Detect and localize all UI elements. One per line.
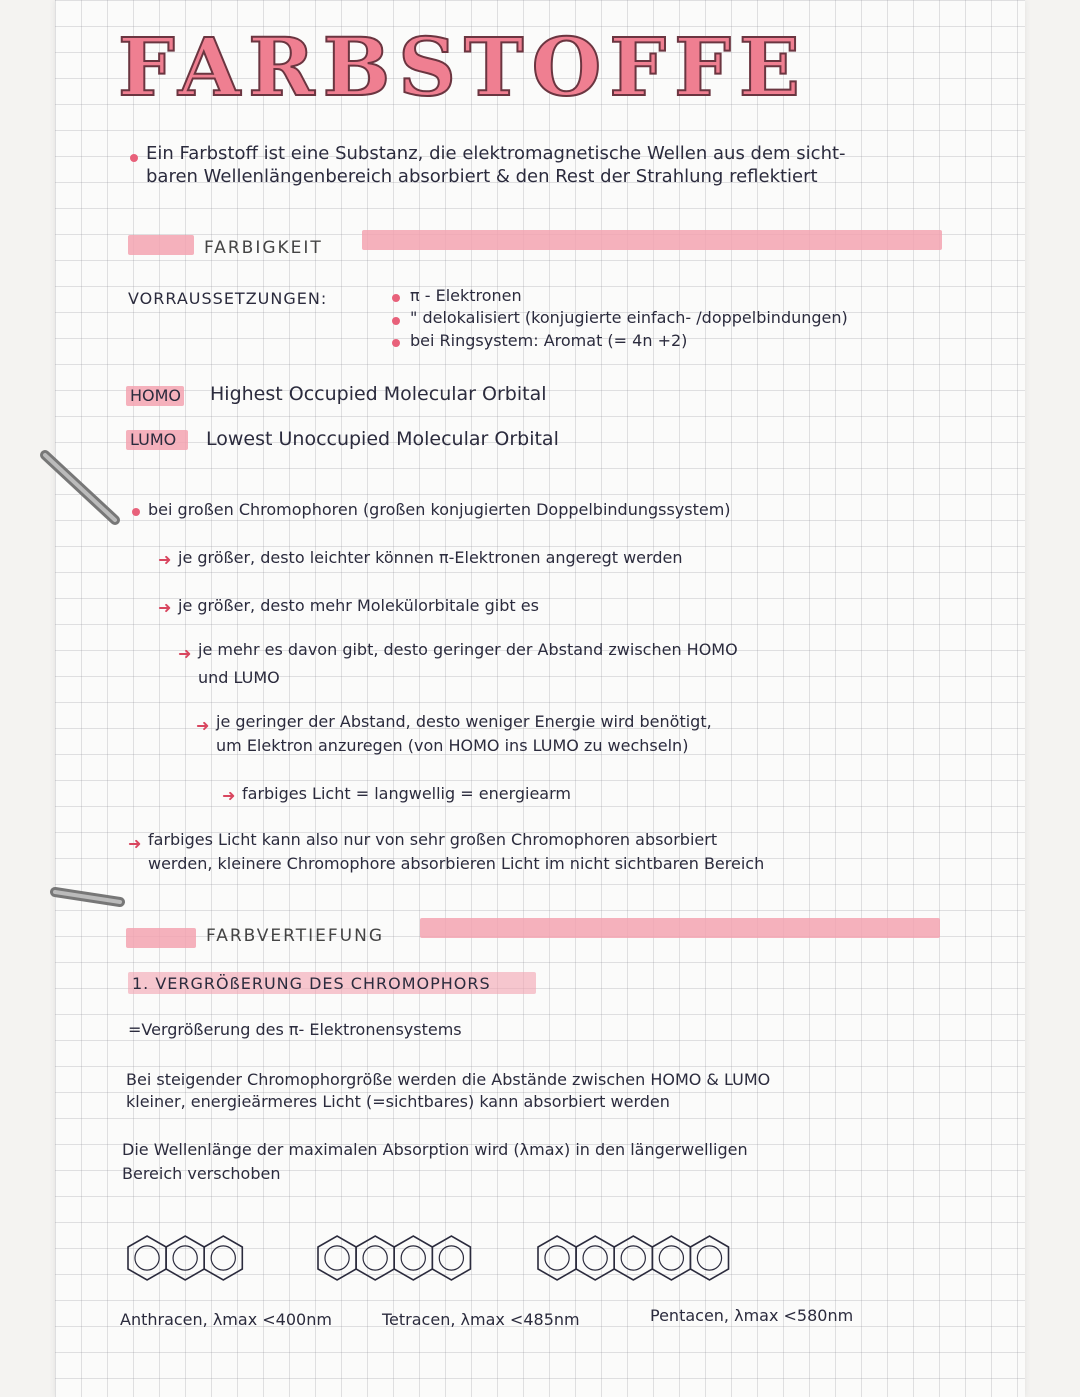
benzene-ring [204, 1236, 242, 1280]
bullet-icon [392, 294, 400, 302]
aromatic-circle [659, 1246, 683, 1270]
benzene-ring [576, 1236, 614, 1280]
voraussetzung-item: " delokalisiert (konjugierte einfach- /doppelbindungen) [410, 308, 848, 327]
arrow-icon: ➜ [128, 834, 142, 853]
arrow-icon: ➜ [178, 644, 192, 663]
voraussetzung-item: bei Ringsystem: Aromat (= 4n +2) [410, 331, 688, 350]
highlight-bar [420, 918, 940, 938]
aromatic-circle [173, 1246, 197, 1270]
binder-ring-bottom [50, 880, 130, 920]
benzene-ring [166, 1236, 204, 1280]
aromatic-circle [135, 1246, 159, 1270]
aromatic-circle [325, 1246, 349, 1270]
molecule-label: Pentacen, λmax <580nm [650, 1306, 854, 1325]
definition-line-2: baren Wellenlängenbereich absorbiert & den Rest der Strahlung reflektiert [146, 166, 818, 187]
lumo-definition: Lowest Unoccupied Molecular Orbital [206, 428, 559, 450]
paragraph-line: Die Wellenlänge der maximalen Absorption wird (λmax) in den längerwelligen [122, 1140, 748, 1159]
benzene-ring [432, 1236, 470, 1280]
benzene-ring [394, 1236, 432, 1280]
benzene-ring [356, 1236, 394, 1280]
bullet-icon [392, 339, 400, 347]
homo-label: HOMO [130, 386, 182, 405]
homo-definition: Highest Occupied Molecular Orbital [210, 383, 547, 405]
note-line: je größer, desto leichter können π-Elektronen angeregt werden [178, 548, 683, 567]
bullet-icon [132, 508, 140, 516]
bullet-icon [130, 154, 138, 162]
molecule-label: Anthracen, λmax <400nm [120, 1310, 332, 1329]
aromatic-circle [545, 1246, 569, 1270]
benzene-ring [318, 1236, 356, 1280]
arrow-icon: ➜ [196, 716, 210, 735]
molecule-label: Tetracen, λmax <485nm [382, 1310, 580, 1329]
lumo-label: LUMO [130, 430, 177, 449]
arrow-icon: ➜ [158, 550, 172, 569]
aromatic-circle [621, 1246, 645, 1270]
section-heading-farbvertiefung: FARBVERTIEFUNG [206, 926, 384, 946]
highlight-bar [362, 230, 942, 250]
note-line: um Elektron anzuregen (von HOMO ins LUMO zu wechseln) [216, 736, 689, 755]
benzene-ring [128, 1236, 166, 1280]
benzene-ring [690, 1236, 728, 1280]
binder-ring-top [40, 450, 130, 540]
highlight-bar [128, 235, 194, 255]
aromatic-circle [401, 1246, 425, 1270]
section-heading-farbigkeit: FARBIGKEIT [204, 238, 323, 258]
arrow-icon: ➜ [158, 598, 172, 617]
aromatic-circle [697, 1246, 721, 1270]
anthracene-structure [120, 1222, 280, 1292]
pentacene-structure [530, 1222, 770, 1292]
notebook-page [55, 0, 1025, 1397]
paragraph-line: Bei steigender Chromophorgröße werden die Abstände zwischen HOMO & LUMO [126, 1070, 771, 1089]
highlight-bar [126, 928, 196, 948]
tetracene-structure [310, 1222, 510, 1292]
aromatic-circle [583, 1246, 607, 1270]
bullet-icon [392, 317, 400, 325]
aromatic-circle [439, 1246, 463, 1270]
voraussetzung-item: π - Elektronen [410, 286, 522, 305]
aromatic-circle [211, 1246, 235, 1270]
paragraph-line: Bereich verschoben [122, 1164, 281, 1183]
note-line: werden, kleinere Chromophore absorbieren Licht im nicht sichtbaren Bereich [148, 854, 765, 873]
note-line: farbiges Licht kann also nur von sehr großen Chromophoren absorbiert [148, 830, 718, 849]
note-line: je größer, desto mehr Molekülorbitale gibt es [178, 596, 539, 615]
definition-line-1: Ein Farbstoff ist eine Substanz, die elektromagnetische Wellen aus dem sicht- [146, 143, 846, 164]
benzene-ring [652, 1236, 690, 1280]
note-line: bei großen Chromophoren (großen konjugierten Doppelbindungssystem) [148, 500, 731, 519]
note-line: farbiges Licht = langwellig = energiearm [242, 784, 571, 803]
page-title: FARBSTOFFE [118, 20, 808, 114]
note-line: und LUMO [198, 668, 280, 687]
note-line: je geringer der Abstand, desto weniger Energie wird benötigt, [216, 712, 712, 731]
aromatic-circle [363, 1246, 387, 1270]
benzene-ring [614, 1236, 652, 1280]
benzene-ring [538, 1236, 576, 1280]
sub-heading: 1. VERGRÖßERUNG DES CHROMOPHORS [132, 974, 491, 993]
paragraph-line: kleiner, energieärmeres Licht (=sichtbares) kann absorbiert werden [126, 1092, 670, 1111]
arrow-icon: ➜ [222, 786, 236, 805]
sub-line: =Vergrößerung des π- Elektronensystems [128, 1020, 462, 1039]
voraussetzungen-label: VORRAUSSETZUNGEN: [128, 289, 328, 308]
note-line: je mehr es davon gibt, desto geringer der Abstand zwischen HOMO [198, 640, 738, 659]
